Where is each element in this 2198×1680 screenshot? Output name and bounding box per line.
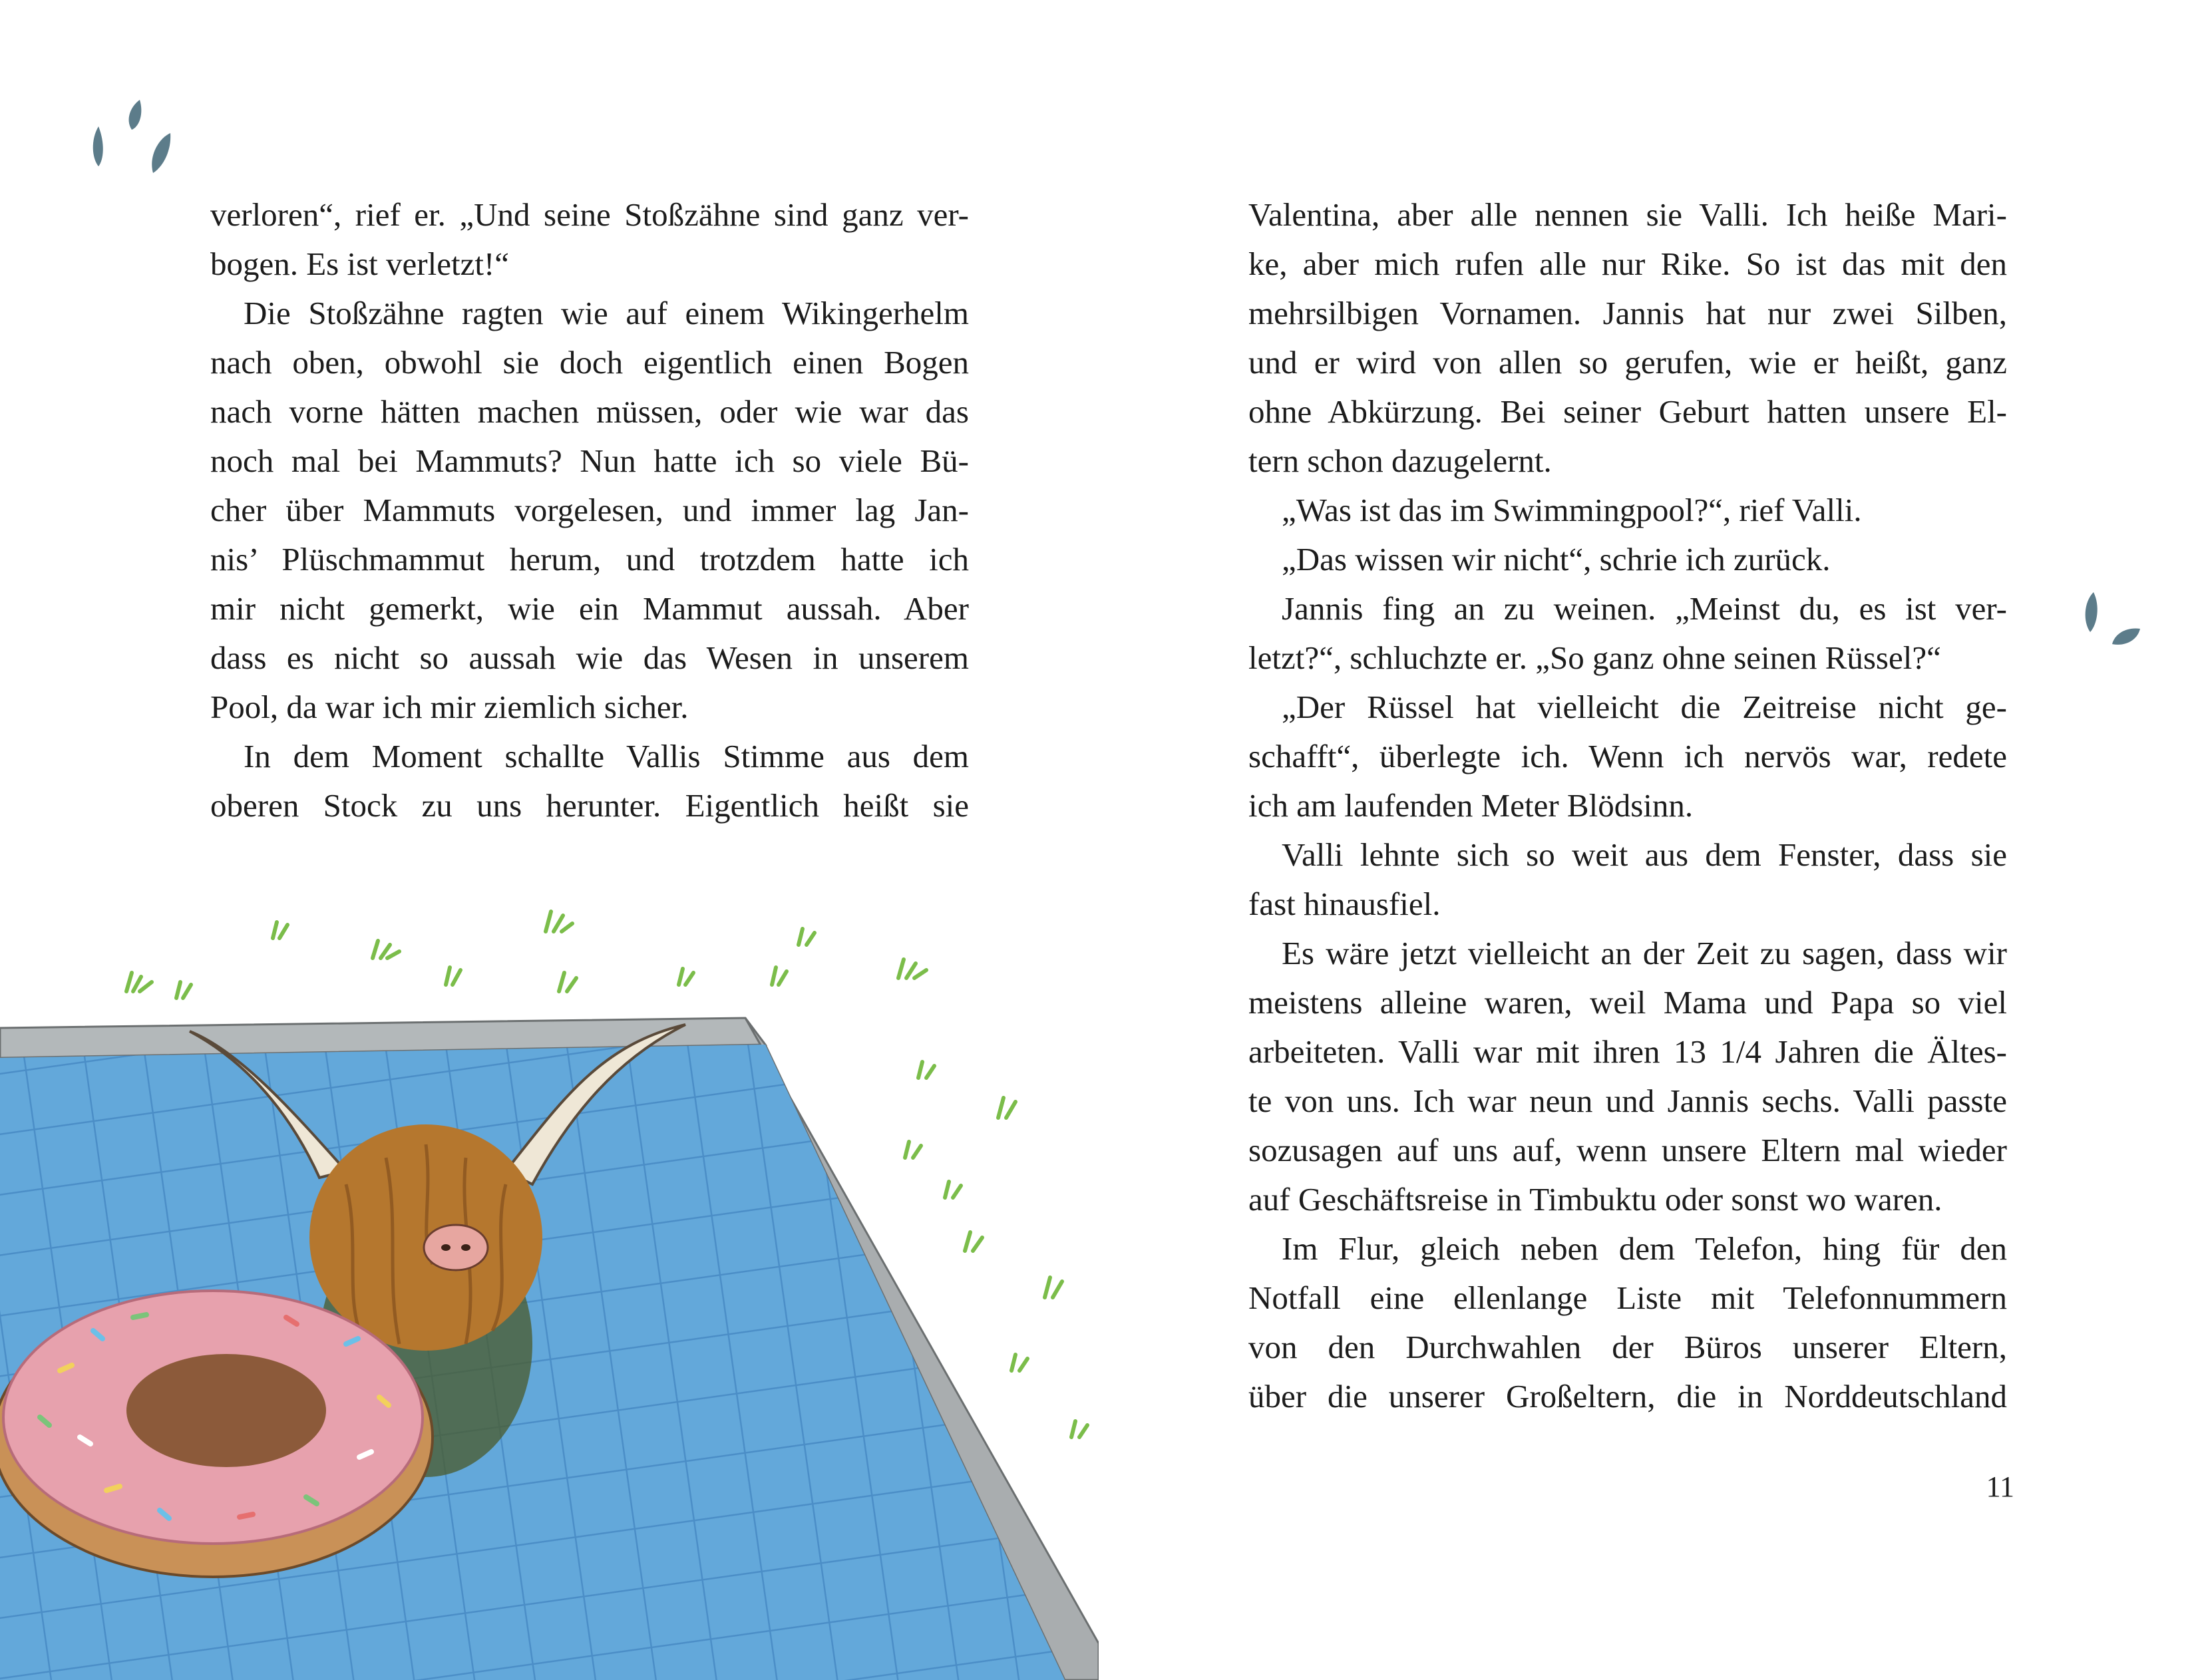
paragraph: [1248, 486, 2007, 535]
text-line: sozusagen auf uns auf, wenn unsere Eltern mal wieder: [1248, 1132, 2007, 1168]
text-line: arbeiteten. Valli war mit ihren 13 1/4 Jahren die Ältes-: [1248, 1033, 2007, 1070]
text-line: letzt?“, schluchzte er. „So ganz ohne seinen Rüssel?“: [1248, 639, 1941, 676]
text-line: bogen. Es ist verletzt!“: [210, 246, 510, 282]
text-line: mir nicht gemerkt, wie ein Mammut aussah. Aber: [210, 590, 969, 627]
text-line: fast hinausfiel.: [1248, 886, 1441, 922]
paragraph: [1248, 683, 2007, 830]
text-line: über die unserer Großeltern, die in Norddeutschland: [1248, 1378, 2007, 1415]
text-line: oberen Stock zu uns herunter. Eigentlich heißt sie: [210, 787, 969, 824]
text-line: ich am laufenden Meter Blödsinn.: [1248, 787, 1694, 824]
text-line: dass es nicht so aussah wie das Wesen in unserem: [210, 639, 969, 676]
text-line: „Das wissen wir nicht“, schrie ich zurück.: [1282, 541, 1831, 578]
left-page-text: [210, 190, 969, 830]
text-line: Valentina, aber alle nennen sie Valli. Ich heiße Mari-: [1248, 196, 2007, 233]
text-line: und er wird von allen so gerufen, wie er heißt, ganz: [1248, 344, 2007, 381]
text-line: meistens alleine waren, weil Mama und Papa so viel: [1248, 984, 2007, 1021]
text-line: ke, aber mich rufen alle nur Rike. So ist das mit den: [1248, 246, 2007, 282]
text-line: cher über Mammuts vorgelesen, und immer lag Jan-: [210, 492, 969, 528]
text-line: noch mal bei Mammuts? Nun hatte ich so viele Bü-: [210, 442, 969, 479]
page-number: 11: [1986, 1470, 2014, 1503]
text-line: nis’ Plüschmammut herum, und trotzdem hatte ich: [210, 541, 969, 578]
pool-illustration: [0, 892, 1099, 1680]
right-page-text: [1248, 190, 2007, 1421]
text-line: Notfall eine ellenlange Liste mit Telefonnummern: [1248, 1279, 2007, 1316]
text-line: In dem Moment schallte Vallis Stimme aus dem: [244, 738, 969, 774]
text-line: von den Durchwahlen der Büros unserer Eltern,: [1248, 1329, 2007, 1365]
text-line: tern schon dazugelernt.: [1248, 442, 1552, 479]
text-line: mehrsilbigen Vornamen. Jannis hat nur zwei Silben,: [1248, 295, 2007, 331]
text-line: nach vorne hätten machen müssen, oder wie war das: [210, 393, 969, 430]
text-line: auf Geschäftsreise in Timbuktu oder sonst wo waren.: [1248, 1181, 1942, 1218]
text-line: Valli lehnte sich so weit aus dem Fenster, dass sie: [1282, 836, 2007, 873]
text-line: verloren“, rief er. „Und seine Stoßzähne sind ganz ver-: [210, 196, 969, 233]
paragraph: [1248, 929, 2007, 1224]
text-line: te von uns. Ich war neun und Jannis sechs. Valli passte: [1248, 1083, 2007, 1119]
paragraph: [210, 289, 969, 732]
text-line: Pool, da war ich mir ziemlich sicher.: [210, 689, 689, 725]
paragraph: [1248, 535, 2007, 584]
text-line: Es wäre jetzt vielleicht an der Zeit zu sagen, dass wir: [1282, 935, 2007, 971]
text-line: Im Flur, gleich neben dem Telefon, hing für den: [1282, 1230, 2007, 1267]
text-line: Jannis fing an zu weinen. „Meinst du, es ist ver-: [1282, 590, 2007, 627]
paragraph: [1248, 190, 2007, 486]
water-drops-icon: [2074, 586, 2147, 659]
water-drops-icon: [85, 93, 185, 193]
paragraph: [1248, 830, 2007, 929]
text-line: „Was ist das im Swimmingpool?“, rief Valli.: [1282, 492, 1862, 528]
text-line: nach oben, obwohl sie doch eigentlich einen Bogen: [210, 344, 969, 381]
paragraph: [210, 732, 969, 830]
paragraph: [1248, 1224, 2007, 1421]
text-line: ohne Abkürzung. Bei seiner Geburt hatten unsere El-: [1248, 393, 2007, 430]
paragraph: [1248, 584, 2007, 683]
paragraph: [210, 190, 969, 289]
text-line: „Der Rüssel hat vielleicht die Zeitreise nicht ge-: [1282, 689, 2007, 725]
right-page: [1099, 0, 2198, 1680]
text-line: Die Stoßzähne ragten wie auf einem Wikingerhelm: [244, 295, 969, 331]
text-line: schafft“, überlegte ich. Wenn ich nervös war, redete: [1248, 738, 2007, 774]
